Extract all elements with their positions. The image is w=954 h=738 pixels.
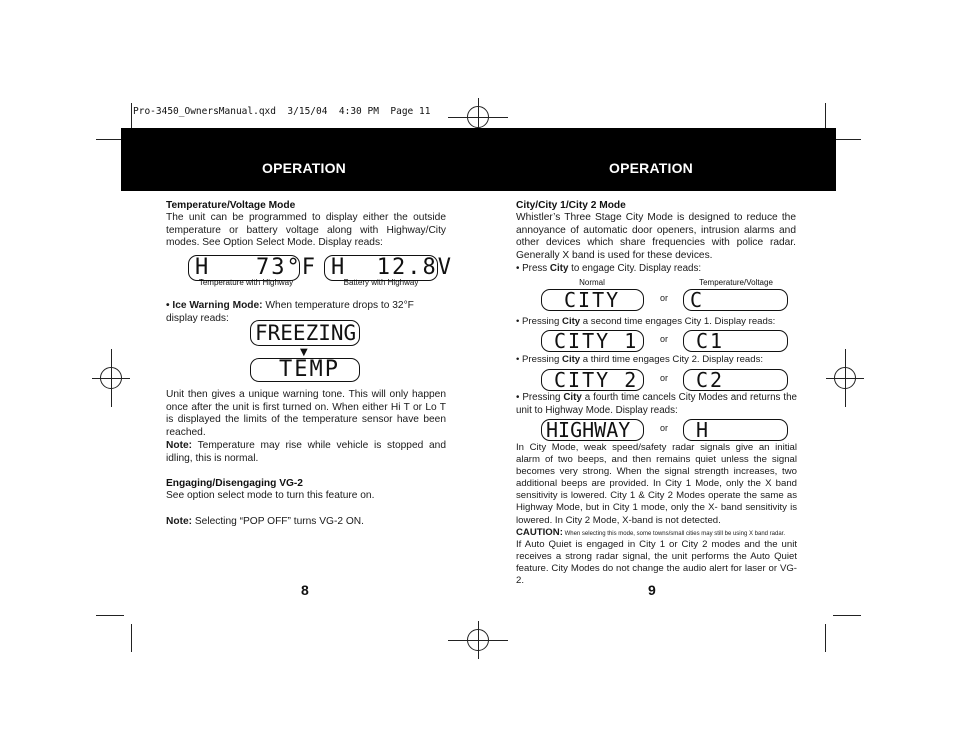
crop-mark bbox=[825, 624, 826, 652]
vg2-body: See option select mode to turn this feature on. bbox=[166, 490, 375, 501]
lcd-c1 bbox=[683, 330, 788, 352]
column-temp-voltage-label: Temperature/Voltage bbox=[699, 278, 773, 287]
header-bar bbox=[121, 128, 836, 191]
or-label: or bbox=[660, 423, 669, 433]
bullet-city-1: • Pressing City a second time engages City 1. Display reads: bbox=[516, 316, 776, 327]
down-arrow-icon: ▼ bbox=[300, 347, 308, 358]
lcd-city-1-text: CITY 1 bbox=[554, 329, 639, 353]
lcd-voltage-caption: Battery with Highway bbox=[343, 278, 419, 287]
crop-mark bbox=[131, 624, 132, 652]
lcd-city-1 bbox=[541, 330, 644, 352]
right-page-number: 9 bbox=[648, 582, 656, 598]
ice-warning-body: When temperature drops to 32°F bbox=[262, 300, 414, 311]
vg2-heading: Engaging/Disengaging VG-2 bbox=[166, 478, 303, 489]
note-idling bbox=[166, 440, 446, 465]
lcd-c2 bbox=[683, 369, 788, 391]
lcd-voltage-text: H 12.8V bbox=[331, 255, 453, 280]
lcd-c-text: C bbox=[690, 288, 705, 312]
file-header: Pro-3450_OwnersManual.qxd 3/15/04 4:30 PM Page 11 bbox=[133, 106, 431, 117]
note-pop-off bbox=[166, 516, 446, 529]
lcd-temperature-text: H 73°F bbox=[195, 255, 317, 280]
crop-mark bbox=[825, 103, 826, 131]
auto-quiet-body: If Auto Quiet is engaged in City 1 or City 2 modes and the unit receives a strong radar signal, the unit performs the Auto Quiet feature. City Modes do not change the audio alert for laser or VG-2. bbox=[516, 539, 797, 587]
lcd-c bbox=[683, 289, 788, 311]
temp-voltage-heading: Temperature/Voltage Mode bbox=[166, 200, 296, 211]
lcd-freezing-text: FREEZING bbox=[255, 321, 357, 345]
or-label: or bbox=[660, 373, 669, 383]
city-mode-explanation: In City Mode, weak speed/safety radar signals give an initial alarm of two beeps, and then remains quiet unless the signal becomes very strong. When the signal strength increases, two additional beeps are provided. In City 1 Mode, only the X band sensitivity is lowered. City 1 & City 2 Modes operate the same as Highway Mode, but in City 1 mode, only the X- band sensitivity is lowered. In City 2 Mode, X-band is not detected. bbox=[516, 442, 797, 526]
temp-voltage-body: The unit can be programmed to display either the outside temperature or battery voltage along with Highway/City modes. See Option Select Mode. Display reads: bbox=[166, 212, 446, 249]
crop-mark bbox=[131, 103, 132, 131]
ice-warning-label: • Ice Warning Mode: bbox=[166, 300, 263, 311]
lcd-temp-word-text: TEMP bbox=[279, 357, 340, 382]
bullet-press-city: • Press City to engage City. Display reads: bbox=[516, 263, 702, 274]
lcd-city-2 bbox=[541, 369, 644, 391]
lcd-city-2-text: CITY 2 bbox=[554, 368, 639, 392]
lcd-highway-text: HIGHWAY bbox=[546, 418, 631, 442]
lcd-temperature-caption: Temperature with Highway bbox=[198, 278, 294, 287]
lcd-city bbox=[541, 289, 644, 311]
caution-label: CAUTION: bbox=[516, 527, 563, 538]
crop-mark bbox=[96, 139, 124, 140]
crop-mark bbox=[96, 615, 124, 616]
bullet-highway: • Pressing City a fourth time cancels City Modes and returns the unit to Highway Mode. Display reads: bbox=[516, 392, 797, 416]
lcd-city-text: CITY bbox=[564, 288, 621, 312]
lcd-highway bbox=[541, 419, 644, 441]
lcd-c1-text: C1 bbox=[696, 329, 725, 353]
lcd-h bbox=[683, 419, 788, 441]
warning-tone-body: Unit then gives a unique warning tone. This will only happen once after the unit is first turned on. When either Hi T or Lo T is displayed the limits of the temperature sensor have been reached. bbox=[166, 389, 446, 438]
crop-mark bbox=[833, 615, 861, 616]
left-page-title: OPERATION bbox=[262, 160, 346, 176]
or-label: or bbox=[660, 334, 669, 344]
caution-body: When selecting this mode, some towns/small cities may still be using X band radar. bbox=[562, 531, 786, 537]
note-label: Note: bbox=[166, 440, 193, 451]
note-body-2: Selecting “POP OFF” turns VG-2 ON. bbox=[192, 516, 364, 527]
city-mode-intro: Whistler’s Three Stage City Mode is designed to reduce the annoyance of automatic door openers, intrusion alarms and other devices which share frequencies with police radar. Generally X band is used for these devices. bbox=[516, 212, 796, 261]
lcd-h-text: H bbox=[696, 418, 711, 442]
lcd-temp-word bbox=[250, 358, 360, 382]
city-mode-heading: City/City 1/City 2 Mode bbox=[516, 200, 626, 211]
lcd-freezing bbox=[250, 320, 360, 346]
bullet-city-2: • Pressing City a third time engages City 2. Display reads: bbox=[516, 354, 764, 365]
note-body: Temperature may rise while vehicle is stopped and idling, this is normal. bbox=[166, 440, 446, 464]
column-normal-label: Normal bbox=[579, 278, 605, 287]
lcd-c2-text: C2 bbox=[696, 368, 725, 392]
crop-mark bbox=[833, 139, 861, 140]
or-label: or bbox=[660, 293, 669, 303]
note-label-2: Note: bbox=[166, 516, 193, 527]
ice-warning-body-2: display reads: bbox=[166, 312, 229, 324]
right-page-title: OPERATION bbox=[609, 160, 693, 176]
left-page-number: 8 bbox=[301, 582, 309, 598]
